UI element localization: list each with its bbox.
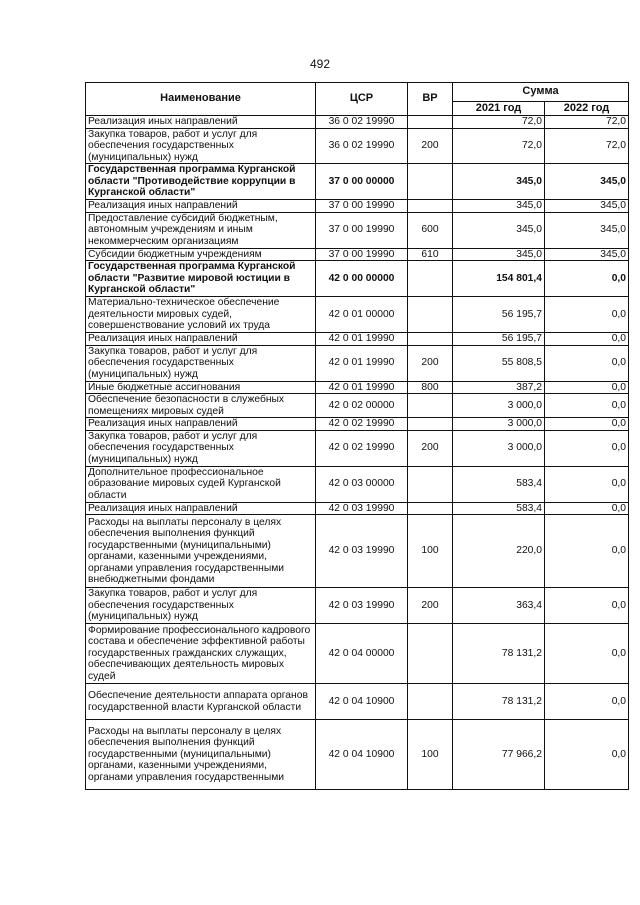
- table-row: [86, 418, 629, 431]
- table-row: [86, 164, 629, 200]
- row-name: Закупка товаров, работ и услуг для обеспечения государственных (муниципальных) нужд: [86, 345, 316, 381]
- row-vr: 200: [408, 128, 453, 164]
- row-name: Государственная программа Курганской области "Противодействие коррупции в Курганской области": [86, 164, 316, 200]
- row-name: Расходы на выплаты персоналу в целях обеспечения выполнения функций государственными (муниципальными) органами, казенными учреждениями, органами управления государственными внебюджетными фондами: [86, 515, 316, 588]
- table-row: [86, 200, 629, 213]
- row-csr: 37 0 00 00000: [316, 164, 408, 200]
- row-sum-2022: 0,0: [545, 261, 629, 297]
- row-name: Реализация иных направлений: [86, 200, 316, 213]
- row-sum-2021: 345,0: [453, 248, 545, 261]
- row-vr: [408, 502, 453, 515]
- table-row: [86, 502, 629, 515]
- row-sum-2021: 77 966,2: [453, 720, 545, 790]
- row-sum-2022: 0,0: [545, 394, 629, 418]
- row-name: Закупка товаров, работ и услуг для обеспечения государственных (муниципальных) нужд: [86, 430, 316, 466]
- row-sum-2022: 345,0: [545, 212, 629, 248]
- budget-table: [85, 82, 629, 790]
- header-vr: ВР: [408, 83, 453, 116]
- row-csr: 42 0 04 10900: [316, 720, 408, 790]
- header-sum: Сумма: [453, 83, 629, 102]
- row-sum-2022: 345,0: [545, 200, 629, 213]
- row-csr: 37 0 00 19990: [316, 200, 408, 213]
- row-vr: [408, 684, 453, 720]
- row-name: Формирование профессионального кадрового состава и обеспечение эффективной работы государственных гражданских служащих, обеспечивающих деятельность мировых судей: [86, 624, 316, 684]
- row-vr: 100: [408, 720, 453, 790]
- row-name: Материально-техническое обеспечение деятельности мировых судей, совершенствование условий их труда: [86, 297, 316, 333]
- row-name: Дополнительное профессиональное образование мировых судей Курганской области: [86, 466, 316, 502]
- row-name: Обеспечение деятельности аппарата органов государственной власти Курганской области: [86, 684, 316, 720]
- row-name: Расходы на выплаты персоналу в целях обеспечения выполнения функций государственными (муниципальными) органами, казенными учреждениями, органами управления государственными: [86, 720, 316, 790]
- table-row: [86, 212, 629, 248]
- row-sum-2022: 72,0: [545, 116, 629, 129]
- row-name: Иные бюджетные ассигнования: [86, 381, 316, 394]
- table-row: [86, 624, 629, 684]
- row-sum-2022: 0,0: [545, 466, 629, 502]
- row-sum-2022: 0,0: [545, 502, 629, 515]
- row-csr: 36 0 02 19990: [316, 128, 408, 164]
- table-row: [86, 345, 629, 381]
- table-row: [86, 297, 629, 333]
- row-sum-2021: 78 131,2: [453, 684, 545, 720]
- row-sum-2021: 345,0: [453, 212, 545, 248]
- row-sum-2022: 0,0: [545, 345, 629, 381]
- header-year-2021: 2021 год: [453, 102, 545, 116]
- row-csr: 37 0 00 19990: [316, 212, 408, 248]
- row-csr: 42 0 01 19990: [316, 333, 408, 346]
- row-csr: 42 0 01 19990: [316, 345, 408, 381]
- row-sum-2022: 0,0: [545, 297, 629, 333]
- row-csr: 42 0 02 00000: [316, 394, 408, 418]
- row-csr: 42 0 01 00000: [316, 297, 408, 333]
- row-vr: [408, 116, 453, 129]
- table-row: [86, 466, 629, 502]
- row-vr: [408, 624, 453, 684]
- table-row: [86, 394, 629, 418]
- table-row: [86, 381, 629, 394]
- row-name: Государственная программа Курганской области "Развитие мировой юстиции в Курганской области": [86, 261, 316, 297]
- row-sum-2021: 56 195,7: [453, 297, 545, 333]
- table-body: [86, 116, 629, 790]
- row-sum-2021: 72,0: [453, 128, 545, 164]
- row-csr: 42 0 03 19990: [316, 502, 408, 515]
- row-sum-2021: 154 801,4: [453, 261, 545, 297]
- header-csr: ЦСР: [316, 83, 408, 116]
- row-sum-2021: 72,0: [453, 116, 545, 129]
- row-sum-2021: 220,0: [453, 515, 545, 588]
- row-vr: 200: [408, 430, 453, 466]
- row-sum-2022: 0,0: [545, 684, 629, 720]
- row-sum-2022: 0,0: [545, 381, 629, 394]
- header-year-2022: 2022 год: [545, 102, 629, 116]
- row-vr: [408, 164, 453, 200]
- row-vr: [408, 333, 453, 346]
- row-sum-2022: 345,0: [545, 164, 629, 200]
- row-name: Предоставление субсидий бюджетным, автономным учреждениям и иным некоммерческим организациям: [86, 212, 316, 248]
- row-csr: 42 0 03 19990: [316, 588, 408, 624]
- table-row: [86, 116, 629, 129]
- row-name: Реализация иных направлений: [86, 418, 316, 431]
- row-sum-2021: 387,2: [453, 381, 545, 394]
- row-sum-2021: 56 195,7: [453, 333, 545, 346]
- row-sum-2022: 0,0: [545, 418, 629, 431]
- table-row: [86, 261, 629, 297]
- row-vr: [408, 466, 453, 502]
- row-name: Реализация иных направлений: [86, 333, 316, 346]
- row-vr: [408, 418, 453, 431]
- row-name: Закупка товаров, работ и услуг для обеспечения государственных (муниципальных) нужд: [86, 128, 316, 164]
- row-vr: 610: [408, 248, 453, 261]
- row-sum-2021: 345,0: [453, 164, 545, 200]
- row-vr: 100: [408, 515, 453, 588]
- row-sum-2021: 3 000,0: [453, 430, 545, 466]
- row-vr: [408, 297, 453, 333]
- table-row: [86, 515, 629, 588]
- row-csr: 42 0 04 10900: [316, 684, 408, 720]
- header-name: Наименование: [86, 83, 316, 116]
- row-sum-2022: 0,0: [545, 588, 629, 624]
- row-vr: [408, 394, 453, 418]
- row-sum-2021: 3 000,0: [453, 394, 545, 418]
- row-name: Субсидии бюджетным учреждениям: [86, 248, 316, 261]
- row-sum-2021: 345,0: [453, 200, 545, 213]
- row-name: Закупка товаров, работ и услуг для обеспечения государственных (муниципальных) нужд: [86, 588, 316, 624]
- row-sum-2021: 583,4: [453, 502, 545, 515]
- row-name: Обеспечение безопасности в служебных помещениях мировых судей: [86, 394, 316, 418]
- row-csr: 42 0 03 00000: [316, 466, 408, 502]
- table-row: [86, 684, 629, 720]
- row-csr: 42 0 00 00000: [316, 261, 408, 297]
- row-vr: 200: [408, 588, 453, 624]
- row-sum-2021: 583,4: [453, 466, 545, 502]
- row-sum-2021: 78 131,2: [453, 624, 545, 684]
- row-name: Реализация иных направлений: [86, 116, 316, 129]
- row-vr: [408, 261, 453, 297]
- row-vr: 600: [408, 212, 453, 248]
- page-number: 492: [309, 57, 331, 71]
- row-csr: 36 0 02 19990: [316, 116, 408, 129]
- row-sum-2022: 0,0: [545, 333, 629, 346]
- row-sum-2021: 363,4: [453, 588, 545, 624]
- row-vr: 200: [408, 345, 453, 381]
- table-row: [86, 588, 629, 624]
- table-row: [86, 248, 629, 261]
- row-sum-2022: 0,0: [545, 430, 629, 466]
- row-name: Реализация иных направлений: [86, 502, 316, 515]
- table-row: [86, 333, 629, 346]
- table-row: [86, 128, 629, 164]
- table-row: [86, 430, 629, 466]
- row-vr: 800: [408, 381, 453, 394]
- row-csr: 42 0 03 19990: [316, 515, 408, 588]
- row-sum-2022: 0,0: [545, 720, 629, 790]
- row-csr: 42 0 01 19990: [316, 381, 408, 394]
- row-vr: [408, 200, 453, 213]
- row-csr: 42 0 02 19990: [316, 418, 408, 431]
- row-sum-2021: 55 808,5: [453, 345, 545, 381]
- row-csr: 42 0 04 00000: [316, 624, 408, 684]
- row-sum-2022: 72,0: [545, 128, 629, 164]
- row-sum-2022: 0,0: [545, 624, 629, 684]
- row-sum-2022: 345,0: [545, 248, 629, 261]
- row-csr: 42 0 02 19990: [316, 430, 408, 466]
- row-csr: 37 0 00 19990: [316, 248, 408, 261]
- table-row: [86, 720, 629, 790]
- row-sum-2021: 3 000,0: [453, 418, 545, 431]
- row-sum-2022: 0,0: [545, 515, 629, 588]
